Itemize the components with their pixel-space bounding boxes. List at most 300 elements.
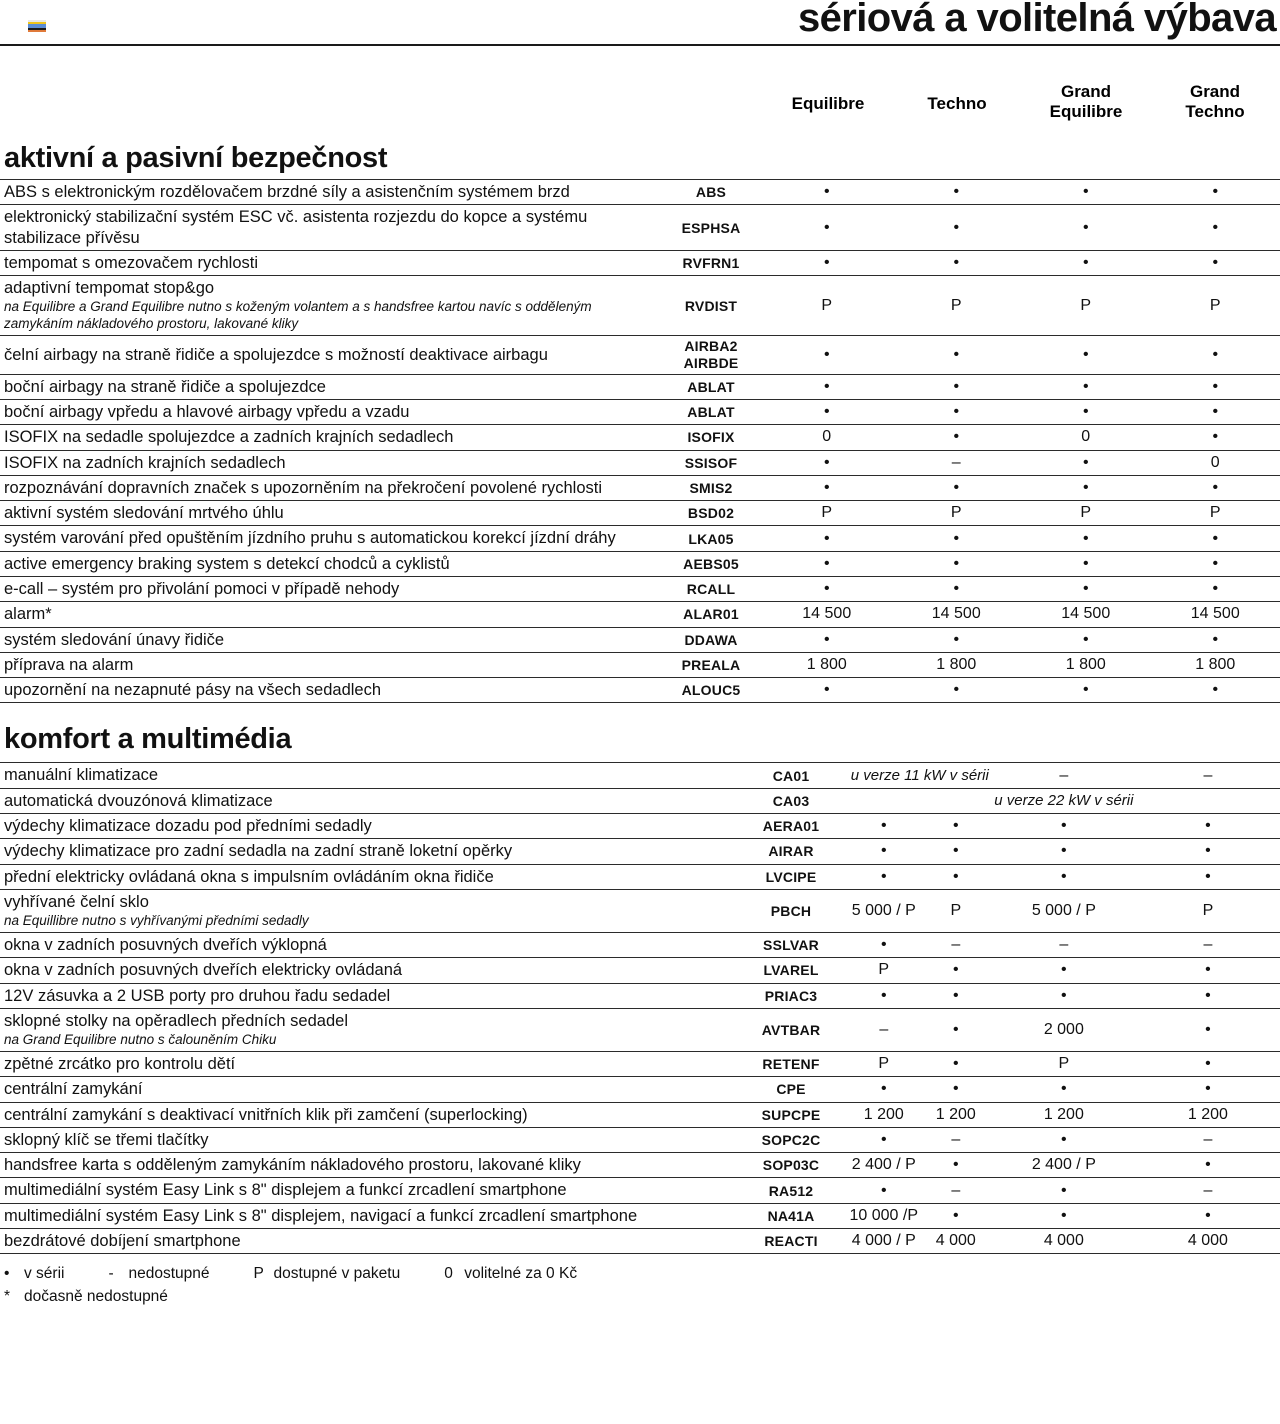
trim-value: P xyxy=(892,276,1022,336)
feature-code: BSD02 xyxy=(660,501,762,526)
feature-name: boční airbagy vpředu a hlavové airbagy vpředu a vzadu xyxy=(4,403,410,422)
trim-value: • xyxy=(762,475,892,500)
trim-value: 2 000 xyxy=(992,1008,1136,1051)
trim-value: • xyxy=(920,839,992,864)
table-row xyxy=(0,889,1280,932)
trim-value: P xyxy=(848,1051,920,1076)
trim-value: 1 200 xyxy=(1136,1102,1280,1127)
feature-code: RCALL xyxy=(660,577,762,602)
table-row xyxy=(0,475,1280,500)
feature-note: na Grand Equilibre nutno s čalouněním Chiku xyxy=(4,1032,277,1048)
trim-value: – xyxy=(1136,1178,1280,1203)
feature-description xyxy=(0,250,660,275)
feature-description xyxy=(0,1051,734,1076)
column-headers xyxy=(0,44,1280,144)
trim-value: 1 800 xyxy=(762,652,892,677)
trim-value: • xyxy=(1021,551,1151,576)
feature-code: ABLAT xyxy=(660,374,762,399)
trim-value: P xyxy=(1021,501,1151,526)
trim-value: – xyxy=(992,763,1136,788)
table-row xyxy=(0,788,1280,813)
trim-value: • xyxy=(1136,1051,1280,1076)
feature-description xyxy=(0,1228,734,1253)
trim-value: 1 800 xyxy=(1151,652,1280,677)
table-row xyxy=(0,400,1280,425)
feature-description xyxy=(0,577,660,602)
trim-value: – xyxy=(920,1127,992,1152)
feature-code: SMIS2 xyxy=(660,475,762,500)
trim-value: • xyxy=(762,250,892,275)
feature-code: RVFRN1 xyxy=(660,250,762,275)
legend-text: dočasně nedostupné xyxy=(24,1288,168,1306)
trim-value: P xyxy=(1151,276,1280,336)
feature-name: rozpoznávání dopravních značek s upozorněním na překročení povolené rychlosti xyxy=(4,478,603,497)
trim-value: • xyxy=(848,839,920,864)
trim-value: • xyxy=(1151,180,1280,205)
table-row xyxy=(0,763,1280,788)
trim-value: 10 000 /P xyxy=(848,1203,920,1228)
feature-name: sklopný klíč se třemi tlačítky xyxy=(4,1130,209,1149)
trim-value: • xyxy=(1136,1153,1280,1178)
trim-value: • xyxy=(1151,577,1280,602)
legend xyxy=(0,1262,1280,1309)
feature-code: CA01 xyxy=(734,763,847,788)
trim-value: • xyxy=(1136,839,1280,864)
feature-code: REACTI xyxy=(734,1228,847,1253)
feature-code: RETENF xyxy=(734,1051,847,1076)
feature-code: AEBS05 xyxy=(660,551,762,576)
trim-value: 4 000 / P xyxy=(848,1228,920,1253)
table-row xyxy=(0,839,1280,864)
trim-value: 14 500 xyxy=(1021,602,1151,627)
feature-description xyxy=(0,276,660,336)
trim-value: – xyxy=(848,1008,920,1051)
feature-name: ABS s elektronickým rozdělovačem brzdné síly a asistenčním systémem brzd xyxy=(4,183,570,201)
legend-symbol: 0 xyxy=(444,1265,453,1283)
feature-description xyxy=(0,763,734,788)
legend-symbol: P xyxy=(253,1265,264,1283)
trim-value: • xyxy=(762,678,892,703)
trim-value: • xyxy=(992,1077,1136,1102)
trim-value: • xyxy=(1151,400,1280,425)
trim-value: • xyxy=(1136,1203,1280,1228)
feature-note: na Equilibre a Grand Equilibre nutno s koženým volantem a s handsfree kartou navíc s odděleným zamykáním nákladového prostoru, lakované kliky xyxy=(4,299,592,332)
table-row xyxy=(0,425,1280,450)
trim-value: • xyxy=(848,1127,920,1152)
table-row xyxy=(0,501,1280,526)
feature-description xyxy=(0,889,734,932)
table-row xyxy=(0,627,1280,652)
feature-code: SOP03C xyxy=(734,1153,847,1178)
trim-value: • xyxy=(762,205,892,251)
trim-value: • xyxy=(1151,374,1280,399)
trim-value: 14 500 xyxy=(892,602,1022,627)
table-row xyxy=(0,374,1280,399)
trim-value: 1 800 xyxy=(1021,652,1151,677)
feature-name: systém sledování únavy řidiče xyxy=(4,630,225,649)
trim-value: • xyxy=(1021,180,1151,205)
feature-code: CPE xyxy=(734,1077,847,1102)
trim-value: • xyxy=(892,551,1022,576)
feature-name: multimediální systém Easy Link s 8" displejem a funkcí zrcadlení smartphone xyxy=(4,1181,567,1200)
table-row xyxy=(0,1008,1280,1051)
feature-code: DDAWA xyxy=(660,627,762,652)
trim-value: • xyxy=(1151,250,1280,275)
trim-value: • xyxy=(1136,983,1280,1008)
trim-value: • xyxy=(848,864,920,889)
feature-name: manuální klimatizace xyxy=(4,766,159,785)
trim-value: • xyxy=(1151,425,1280,450)
trim-value: • xyxy=(1151,678,1280,703)
table-row xyxy=(0,250,1280,275)
feature-description xyxy=(0,1153,734,1178)
table-row xyxy=(0,983,1280,1008)
table-row xyxy=(0,1228,1280,1253)
table-row xyxy=(0,958,1280,983)
feature-name: ISOFIX na zadních krajních sedadlech xyxy=(4,453,286,472)
feature-code: AIRAR xyxy=(734,839,847,864)
trim-value: • xyxy=(1021,678,1151,703)
feature-description xyxy=(0,1203,734,1228)
trim-value: – xyxy=(920,1178,992,1203)
trim-value: • xyxy=(1021,250,1151,275)
trim-value: • xyxy=(848,813,920,838)
feature-code: SOPC2C xyxy=(734,1127,847,1152)
trim-value: • xyxy=(762,627,892,652)
table-row xyxy=(0,813,1280,838)
feature-name: boční airbagy na straně řidiče a spolujezdce xyxy=(4,377,326,396)
trim-value: • xyxy=(892,374,1022,399)
legend-text: nedostupné xyxy=(128,1265,210,1283)
feature-description xyxy=(0,1102,734,1127)
feature-code: ISOFIX xyxy=(660,425,762,450)
trim-value: • xyxy=(920,1077,992,1102)
trim-value: • xyxy=(1151,526,1280,551)
feature-name: e-call – systém pro přivolání pomoci v případě nehody xyxy=(4,580,400,598)
feature-description xyxy=(0,526,660,551)
trim-value: P xyxy=(1151,501,1280,526)
trim-value: • xyxy=(1136,1077,1280,1102)
trim-value: • xyxy=(992,813,1136,838)
trim-value: 5 000 / P xyxy=(992,889,1136,932)
trim-value: • xyxy=(920,958,992,983)
table-row xyxy=(0,602,1280,627)
table-row xyxy=(0,336,1280,375)
section-title-comfort: komfort a multimédia xyxy=(4,723,292,756)
table-row xyxy=(0,652,1280,677)
feature-description xyxy=(0,864,734,889)
feature-code: ABLAT xyxy=(660,400,762,425)
feature-code: AIRBA2 AIRBDE xyxy=(660,336,762,375)
trim-value: • xyxy=(1021,450,1151,475)
table-row xyxy=(0,577,1280,602)
trim-value: • xyxy=(762,526,892,551)
feature-code: PREALA xyxy=(660,652,762,677)
trim-value: • xyxy=(992,1178,1136,1203)
feature-name: handsfree karta s odděleným zamykáním nákladového prostoru, lakované kliky xyxy=(4,1156,581,1175)
trim-value: • xyxy=(920,1153,992,1178)
trim-value: • xyxy=(992,864,1136,889)
trim-value: • xyxy=(892,205,1022,251)
trim-value: • xyxy=(848,983,920,1008)
feature-description xyxy=(0,983,734,1008)
feature-description xyxy=(0,839,734,864)
feature-code: PRIAC3 xyxy=(734,983,847,1008)
feature-name: aktivní systém sledování mrtvého úhlu xyxy=(4,504,284,523)
trim-value: • xyxy=(892,400,1022,425)
trim-value: • xyxy=(920,864,992,889)
feature-code: PBCH xyxy=(734,889,847,932)
trim-value: • xyxy=(892,526,1022,551)
feature-description xyxy=(0,336,660,375)
page-title: sériová a volitelná výbava xyxy=(797,0,1276,40)
trim-value: • xyxy=(1021,336,1151,375)
feature-code: LVAREL xyxy=(734,958,847,983)
trim-value: • xyxy=(762,450,892,475)
trim-value: • xyxy=(848,932,920,957)
trim-value: • xyxy=(1151,205,1280,251)
trim-value: 4 000 xyxy=(992,1228,1136,1253)
feature-description xyxy=(0,205,660,251)
trim-value: P xyxy=(848,958,920,983)
trim-value: – xyxy=(1136,932,1280,957)
legend-symbol: * xyxy=(4,1288,11,1306)
trim-value: 4 000 xyxy=(920,1228,992,1253)
legend-symbol: • xyxy=(4,1265,10,1283)
table-row xyxy=(0,1051,1280,1076)
feature-description xyxy=(0,475,660,500)
table-row xyxy=(0,205,1280,251)
trim-value: • xyxy=(892,627,1022,652)
feature-name: vyhřívané čelní sklo xyxy=(4,892,149,911)
trim-value: – xyxy=(920,932,992,957)
trim-value-note: u verze 22 kW v sérii xyxy=(848,788,1280,813)
trim-value: • xyxy=(892,250,1022,275)
trim-value: • xyxy=(762,577,892,602)
trim-value: 2 400 / P xyxy=(992,1153,1136,1178)
trim-value: • xyxy=(848,1178,920,1203)
feature-code: SUPCPE xyxy=(734,1102,847,1127)
trim-value: • xyxy=(892,678,1022,703)
trim-value: • xyxy=(1151,627,1280,652)
legend-line-primary xyxy=(4,1262,1280,1285)
trim-value: • xyxy=(762,400,892,425)
trim-value: P xyxy=(1136,889,1280,932)
feature-description xyxy=(0,450,660,475)
trim-value: 0 xyxy=(1151,450,1280,475)
trim-value: P xyxy=(992,1051,1136,1076)
trim-value: 14 500 xyxy=(762,602,892,627)
trim-value: 14 500 xyxy=(1151,602,1280,627)
feature-name: čelní airbagy na straně řidiče a spolujezdce s možností deaktivace airbagu xyxy=(4,345,548,364)
trim-value: P xyxy=(892,501,1022,526)
column-header-techno: Techno xyxy=(927,94,987,113)
feature-code: ALAR01 xyxy=(660,602,762,627)
table-row xyxy=(0,932,1280,957)
feature-name: bezdrátové dobíjení smartphone xyxy=(4,1231,241,1250)
feature-name: sklopné stolky na opěradlech předních sedadel xyxy=(4,1011,348,1030)
trim-value: 5 000 / P xyxy=(848,889,920,932)
feature-code: LVCIPE xyxy=(734,864,847,889)
trim-value: • xyxy=(920,1203,992,1228)
feature-code: RVDIST xyxy=(660,276,762,336)
trim-value: • xyxy=(1021,400,1151,425)
trim-value: 1 800 xyxy=(892,652,1022,677)
table-row xyxy=(0,1203,1280,1228)
feature-name: 12V zásuvka a 2 USB porty pro druhou řadu sedadel xyxy=(4,986,391,1005)
feature-name: výdechy klimatizace dozadu pod předními sedadly xyxy=(4,816,372,835)
trim-value: • xyxy=(1021,627,1151,652)
trim-value: • xyxy=(762,551,892,576)
feature-code: NA41A xyxy=(734,1203,847,1228)
trim-value: • xyxy=(892,475,1022,500)
trim-value: • xyxy=(892,577,1022,602)
feature-name: upozornění na nezapnuté pásy na všech sedadlech xyxy=(4,681,382,700)
feature-description xyxy=(0,627,660,652)
spec-table-comfort xyxy=(0,762,1280,1254)
feature-code: ESPHSA xyxy=(660,205,762,251)
feature-description xyxy=(0,1127,734,1152)
feature-description xyxy=(0,551,660,576)
trim-value: • xyxy=(1021,374,1151,399)
trim-value: P xyxy=(1021,276,1151,336)
feature-code: AERA01 xyxy=(734,813,847,838)
feature-name: elektronický stabilizační systém ESC vč. asistenta rozjezdu do kopce a systému stabilizace přívěsu xyxy=(4,208,588,247)
trim-value: – xyxy=(892,450,1022,475)
trim-value: • xyxy=(992,1127,1136,1152)
feature-note: na Equillibre nutno s vyhřívanými předními sedadly xyxy=(4,913,309,929)
feature-name: okna v zadních posuvných dveřích výklopná xyxy=(4,935,327,954)
feature-description xyxy=(0,400,660,425)
table-row xyxy=(0,450,1280,475)
legend-symbol: - xyxy=(108,1265,114,1283)
trim-value: • xyxy=(920,1008,992,1051)
feature-description xyxy=(0,602,660,627)
table-row xyxy=(0,180,1280,205)
feature-description xyxy=(0,425,660,450)
trim-value: P xyxy=(762,276,892,336)
table-row xyxy=(0,1077,1280,1102)
feature-description xyxy=(0,652,660,677)
legend-text: v sérii xyxy=(24,1265,65,1283)
feature-description xyxy=(0,788,734,813)
feature-description xyxy=(0,1008,734,1051)
trim-value: 1 200 xyxy=(848,1102,920,1127)
trim-value: 1 200 xyxy=(992,1102,1136,1127)
table-row xyxy=(0,1102,1280,1127)
trim-value: • xyxy=(920,983,992,1008)
feature-description xyxy=(0,1077,734,1102)
flag-icon xyxy=(28,20,46,32)
feature-name: automatická dvouzónová klimatizace xyxy=(4,791,273,810)
feature-code: CA03 xyxy=(734,788,847,813)
trim-value: • xyxy=(762,180,892,205)
trim-value: • xyxy=(1136,813,1280,838)
table-row xyxy=(0,864,1280,889)
feature-code: ABS xyxy=(660,180,762,205)
feature-name: ISOFIX na sedadle spolujezdce a zadních krajních sedadlech xyxy=(4,428,454,447)
feature-code: LKA05 xyxy=(660,526,762,551)
feature-description xyxy=(0,678,660,703)
legend-text: dostupné v paketu xyxy=(273,1265,401,1283)
feature-code: ALOUC5 xyxy=(660,678,762,703)
trim-value: • xyxy=(1021,577,1151,602)
feature-name: active emergency braking system s detekcí chodců a cyklistů xyxy=(4,554,450,573)
trim-value: • xyxy=(892,425,1022,450)
trim-value: – xyxy=(1136,1127,1280,1152)
table-row xyxy=(0,1178,1280,1203)
feature-name: multimediální systém Easy Link s 8" displejem, navigací a funkcí zrcadlení smartphone xyxy=(4,1206,638,1225)
feature-description xyxy=(0,813,734,838)
feature-name: zpětné zrcátko pro kontrolu dětí xyxy=(4,1054,236,1073)
feature-name: adaptivní tempomat stop&go xyxy=(4,279,215,298)
feature-name: alarm* xyxy=(4,605,52,624)
trim-value: 2 400 / P xyxy=(848,1153,920,1178)
table-row xyxy=(0,526,1280,551)
section-title-safety: aktivní a pasivní bezpečnost xyxy=(4,142,388,174)
feature-name: příprava na alarm xyxy=(4,655,134,674)
trim-value: • xyxy=(1151,475,1280,500)
trim-value: • xyxy=(992,983,1136,1008)
trim-value: • xyxy=(1021,205,1151,251)
table-row xyxy=(0,1127,1280,1152)
column-header-equilibre: Equilibre xyxy=(791,94,865,113)
feature-description xyxy=(0,932,734,957)
trim-value: • xyxy=(848,1077,920,1102)
feature-code: SSISOF xyxy=(660,450,762,475)
trim-value: 1 200 xyxy=(920,1102,992,1127)
trim-value: • xyxy=(920,813,992,838)
trim-value: • xyxy=(892,336,1022,375)
feature-description xyxy=(0,958,734,983)
column-header-grand-techno: Grand Techno xyxy=(1185,82,1245,122)
feature-name: okna v zadních posuvných dveřích elektricky ovládaná xyxy=(4,961,403,980)
table-row xyxy=(0,678,1280,703)
feature-code: AVTBAR xyxy=(734,1008,847,1051)
trim-value: • xyxy=(992,839,1136,864)
feature-code: SSLVAR xyxy=(734,932,847,957)
feature-description xyxy=(0,180,660,205)
trim-value: – xyxy=(992,932,1136,957)
trim-value: 0 xyxy=(1021,425,1151,450)
trim-value: – xyxy=(1136,763,1280,788)
feature-description xyxy=(0,1178,734,1203)
feature-name: centrální zamykání xyxy=(4,1080,143,1099)
table-row xyxy=(0,276,1280,336)
trim-value: • xyxy=(1136,958,1280,983)
page-header xyxy=(0,0,1280,44)
trim-value: • xyxy=(892,180,1022,205)
feature-name: centrální zamykání s deaktivací vnitřních klik při zamčení (superlocking) xyxy=(4,1105,528,1124)
trim-value: • xyxy=(1151,336,1280,375)
feature-description xyxy=(0,501,660,526)
feature-description xyxy=(0,374,660,399)
trim-value: • xyxy=(762,374,892,399)
trim-value: • xyxy=(1021,475,1151,500)
trim-value: 4 000 xyxy=(1136,1228,1280,1253)
trim-value: • xyxy=(992,1203,1136,1228)
legend-line-footnote xyxy=(4,1285,1280,1308)
trim-value-note: u verze 11 kW v sérii xyxy=(848,763,992,788)
table-row xyxy=(0,551,1280,576)
trim-value: • xyxy=(1136,1008,1280,1051)
spec-table-safety xyxy=(0,179,1280,703)
feature-code: RA512 xyxy=(734,1178,847,1203)
trim-value: • xyxy=(1136,864,1280,889)
table-row xyxy=(0,1153,1280,1178)
feature-name: přední elektricky ovládaná okna s impulsním ovládáním okna řidiče xyxy=(4,867,494,886)
feature-name: systém varování před opuštěním jízdního pruhu s automatickou korekcí jízdní dráhy xyxy=(4,529,616,548)
